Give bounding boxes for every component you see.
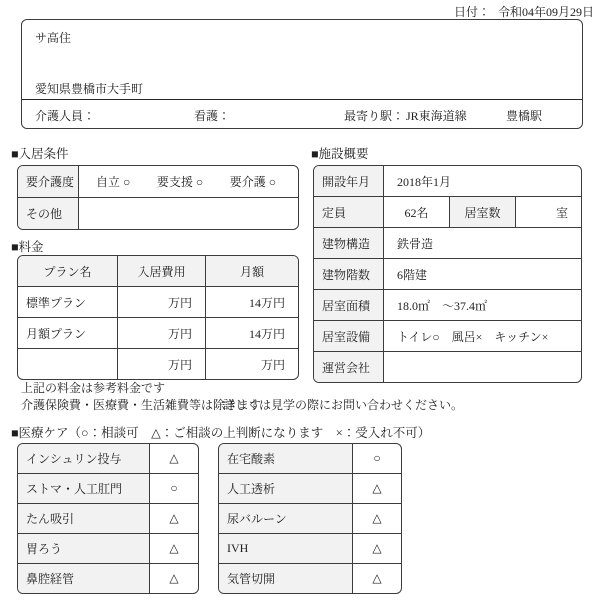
medical-item-mark: ○ bbox=[170, 481, 178, 495]
table-row bbox=[18, 564, 198, 593]
rooms-label: 居室数 bbox=[450, 197, 516, 227]
table-row bbox=[314, 352, 581, 382]
operator-value bbox=[384, 352, 581, 382]
table-row bbox=[18, 534, 198, 564]
date-line bbox=[454, 3, 594, 20]
floors-value: 6階建 bbox=[397, 267, 428, 282]
table-row bbox=[18, 198, 298, 229]
table-row bbox=[314, 228, 581, 259]
table-row bbox=[314, 166, 581, 197]
fees-movein-value: 万円 bbox=[118, 349, 206, 379]
capacity-label: 定員 bbox=[314, 197, 384, 227]
floors-label: 建物階数 bbox=[314, 259, 384, 289]
medical-item-mark: △ bbox=[169, 451, 179, 465]
fees-header-monthly: 月額 bbox=[206, 256, 298, 286]
other-label: その他 bbox=[18, 198, 79, 229]
fees-header-row bbox=[18, 256, 298, 287]
medical-item-label: 気管切開 bbox=[219, 564, 353, 593]
option-independent: 自立 ○ bbox=[96, 175, 131, 189]
table-row bbox=[18, 444, 198, 474]
station-line: JR東海道線 bbox=[406, 109, 467, 123]
fees-header-plan: プラン名 bbox=[18, 256, 118, 286]
fees-movein-value: 万円 bbox=[118, 318, 206, 348]
nursing-label: 看護： bbox=[194, 109, 231, 123]
care-staff-label: 介護人員： bbox=[35, 109, 96, 123]
table-row bbox=[219, 564, 401, 593]
table-row bbox=[18, 349, 298, 379]
option-support-needed: 要支援 ○ bbox=[156, 175, 204, 189]
opened-label: 開設年月 bbox=[314, 166, 384, 196]
rooms-value: 室 bbox=[555, 205, 568, 220]
area-value: 18.0㎡ ～37.4㎡ bbox=[397, 298, 488, 313]
fees-note-line1: 上記の料金は参考料金です bbox=[21, 381, 166, 395]
medical-care-table-right bbox=[218, 443, 402, 594]
fees-monthly-value: 14万円 bbox=[248, 295, 285, 310]
medical-item-mark: △ bbox=[372, 571, 382, 585]
care-level-label: 要介護度 bbox=[18, 166, 79, 197]
care-level-options bbox=[79, 166, 298, 197]
medical-item-label: IVH bbox=[219, 534, 353, 563]
facility-address: 愛知県豊橋市大手町 bbox=[35, 82, 144, 96]
area-label: 居室面積 bbox=[314, 290, 384, 320]
medical-item-mark: ○ bbox=[373, 451, 381, 465]
table-row bbox=[219, 504, 401, 534]
fees-table bbox=[17, 255, 299, 380]
header-divider bbox=[22, 99, 582, 100]
fees-plan-name: 標準プラン bbox=[18, 287, 118, 317]
facility-info-row bbox=[22, 104, 582, 128]
medical-item-label: ストマ・人工肛門 bbox=[18, 474, 150, 503]
equipment-value: トイレ○ 風呂× キッチン× bbox=[397, 329, 549, 344]
facility-header-box bbox=[21, 19, 583, 129]
facility-type: サ高住 bbox=[35, 31, 72, 45]
table-row bbox=[314, 197, 581, 228]
medical-item-mark: △ bbox=[372, 541, 382, 555]
medical-care-table-left bbox=[17, 443, 199, 594]
medical-item-mark: △ bbox=[372, 481, 382, 495]
fees-monthly-value: 万円 bbox=[260, 357, 285, 372]
table-row bbox=[18, 166, 298, 198]
table-row bbox=[18, 474, 198, 504]
admission-section-title: ■入居条件 bbox=[11, 147, 69, 161]
medical-item-label: 在宅酸素 bbox=[219, 444, 353, 473]
equipment-label: 居室設備 bbox=[314, 321, 384, 351]
table-row bbox=[219, 444, 401, 474]
fees-monthly-value: 14万円 bbox=[248, 326, 285, 341]
medical-item-label: 胃ろう bbox=[18, 534, 150, 563]
station-name: 豊橋駅 bbox=[506, 109, 543, 123]
table-row bbox=[18, 504, 198, 534]
medical-item-label: 尿バルーン bbox=[219, 504, 353, 533]
overview-table bbox=[313, 165, 582, 383]
medical-item-mark: △ bbox=[169, 571, 179, 585]
medical-item-label: たん吸引 bbox=[18, 504, 150, 533]
medical-item-mark: △ bbox=[169, 511, 179, 525]
table-row bbox=[314, 321, 581, 352]
table-row bbox=[219, 474, 401, 504]
medical-item-label: 鼻腔経管 bbox=[18, 564, 150, 593]
fees-section-title: ■料金 bbox=[11, 240, 44, 254]
admission-table bbox=[17, 165, 299, 230]
structure-value: 鉄骨造 bbox=[397, 236, 434, 251]
fees-note-line2a: 介護保険費・医療費・生活雑費等は除きます bbox=[21, 398, 262, 412]
table-row bbox=[18, 287, 298, 318]
operator-label: 運営会社 bbox=[314, 352, 384, 382]
medical-item-label: インシュリン投与 bbox=[18, 444, 150, 473]
fees-movein-value: 万円 bbox=[118, 287, 206, 317]
date-value: 令和04年09月29日 bbox=[497, 5, 594, 19]
overview-section-title: ■施設概要 bbox=[311, 147, 369, 161]
medical-section-title: ■医療ケア（○：相談可 △：ご相談の上判断になります ×：受入れ不可） bbox=[11, 426, 431, 440]
capacity-value: 62名 bbox=[384, 197, 450, 227]
fees-note-line2b: 詳しくは見学の際にお問い合わせください。 bbox=[223, 398, 464, 412]
date-label: 日付： bbox=[453, 5, 490, 19]
fees-plan-name: 月額プラン bbox=[18, 318, 118, 348]
opened-value: 2018年1月 bbox=[397, 174, 452, 189]
other-value bbox=[79, 198, 298, 229]
medical-item-label: 人工透析 bbox=[219, 474, 353, 503]
table-row bbox=[314, 290, 581, 321]
medical-item-mark: △ bbox=[372, 511, 382, 525]
fees-header-movein: 入居費用 bbox=[118, 256, 206, 286]
table-row bbox=[219, 534, 401, 564]
medical-item-mark: △ bbox=[169, 541, 179, 555]
fees-plan-name bbox=[18, 349, 118, 379]
table-row bbox=[18, 318, 298, 349]
table-row bbox=[314, 259, 581, 290]
station-label: 最寄り駅： bbox=[344, 109, 405, 123]
option-care-needed: 要介護 ○ bbox=[229, 175, 276, 189]
structure-label: 建物構造 bbox=[314, 228, 384, 258]
